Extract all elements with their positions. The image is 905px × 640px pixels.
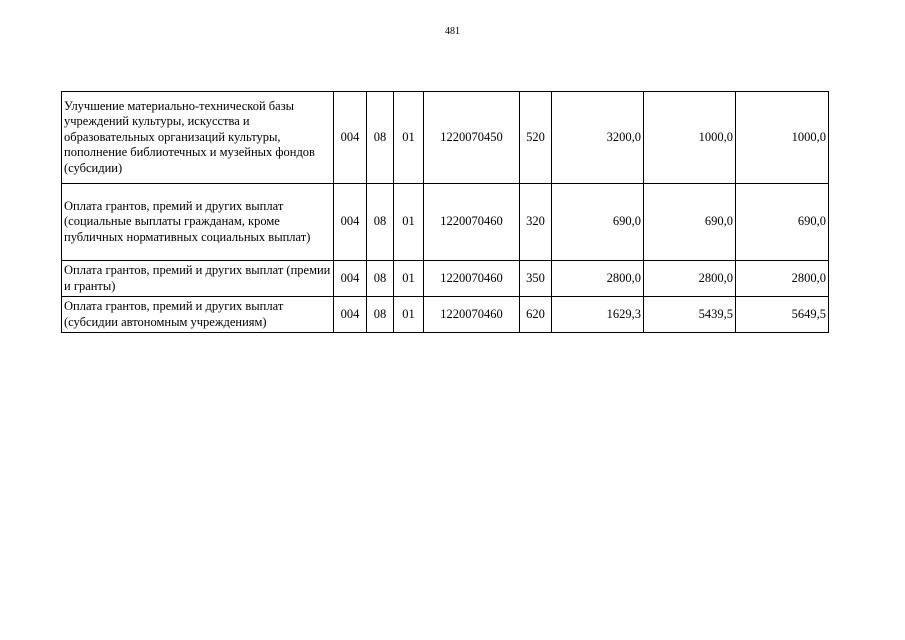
row-year1: 2800,0 (552, 261, 644, 297)
table-row (62, 297, 829, 333)
row-expense-type: 620 (520, 297, 552, 333)
row-year1: 3200,0 (552, 92, 644, 184)
row-subsection: 01 (394, 184, 424, 261)
row-section: 08 (367, 184, 394, 261)
row-article: 1220070460 (424, 297, 520, 333)
table-row (62, 261, 829, 297)
table-row (62, 184, 829, 261)
row-expense-type: 320 (520, 184, 552, 261)
row-year2: 690,0 (644, 184, 736, 261)
row-name: Оплата грантов, премий и других выплат (субсидии автономным учреждениям) (62, 297, 334, 333)
row-section: 08 (367, 297, 394, 333)
row-article: 1220070450 (424, 92, 520, 184)
row-grbs: 004 (334, 184, 367, 261)
page-number: 481 (445, 26, 460, 37)
row-article: 1220070460 (424, 184, 520, 261)
row-grbs: 004 (334, 261, 367, 297)
row-name: Оплата грантов, премий и других выплат (социальные выплаты гражданам, кроме публичных нормативных социальных выплат) (62, 184, 334, 261)
row-year3: 690,0 (736, 184, 829, 261)
row-name: Улучшение материально-технической базы учреждений культуры, искусства и образовательных организаций культуры, пополнение библиотечных и музейных фондов (субсидии) (62, 92, 334, 184)
row-year2: 5439,5 (644, 297, 736, 333)
row-grbs: 004 (334, 92, 367, 184)
budget-table (61, 91, 829, 333)
row-article: 1220070460 (424, 261, 520, 297)
row-name: Оплата грантов, премий и других выплат (премии и гранты) (62, 261, 334, 297)
row-year3: 1000,0 (736, 92, 829, 184)
row-year3: 2800,0 (736, 261, 829, 297)
row-expense-type: 350 (520, 261, 552, 297)
row-year3: 5649,5 (736, 297, 829, 333)
row-subsection: 01 (394, 297, 424, 333)
row-year2: 2800,0 (644, 261, 736, 297)
row-section: 08 (367, 92, 394, 184)
row-year1: 1629,3 (552, 297, 644, 333)
row-year2: 1000,0 (644, 92, 736, 184)
row-year1: 690,0 (552, 184, 644, 261)
row-expense-type: 520 (520, 92, 552, 184)
table-row (62, 92, 829, 184)
row-subsection: 01 (394, 92, 424, 184)
row-section: 08 (367, 261, 394, 297)
row-grbs: 004 (334, 297, 367, 333)
row-subsection: 01 (394, 261, 424, 297)
